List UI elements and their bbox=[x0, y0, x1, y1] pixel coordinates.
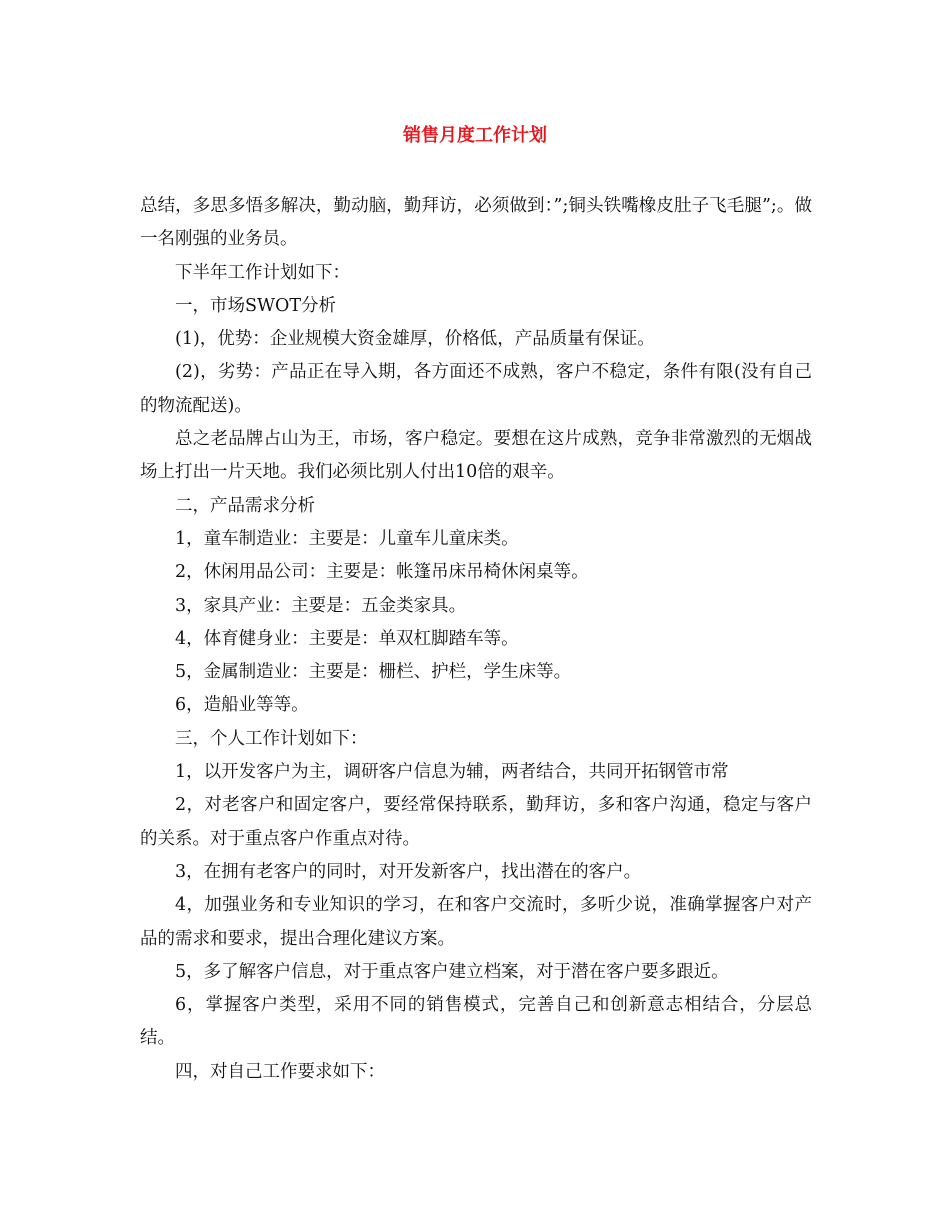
paragraph: 4，体育健身业：主要是：单双杠脚踏车等。 bbox=[175, 628, 519, 649]
paragraph: 6，造船业等等。 bbox=[175, 695, 309, 716]
document-title: 销售月度工作计划 bbox=[403, 125, 547, 146]
paragraph: 4，加强业务和专业知识的学习，在和客户交流时，多听少说，准确掌握客户对产品的需求和要求，提出合理化建议方案。 bbox=[140, 895, 812, 949]
document-body bbox=[140, 190, 812, 1089]
paragraph: (1)，优势：企业规模大资金雄厚，价格低，产品质量有保证。 bbox=[175, 329, 655, 350]
paragraph: 2，对老客户和固定客户，要经常保持联系，勤拜访，多和客户沟通，稳定与客户的关系。对于重点客户作重点对待。 bbox=[140, 795, 812, 849]
paragraph: 3，在拥有老客户的同时，对开发新客户，找出潜在的客户。 bbox=[175, 861, 642, 882]
paragraph: 5，金属制造业：主要是：栅栏、护栏，学生床等。 bbox=[175, 662, 572, 683]
paragraph: 三，个人工作计划如下： bbox=[175, 728, 368, 749]
paragraph: 总结，多思多悟多解决，勤动脑，勤拜访，必须做到：”;铜头铁嘴橡皮肚子飞毛腿”;。做一名刚强的业务员。 bbox=[140, 196, 812, 250]
paragraph: 3，家具产业：主要是：五金类家具。 bbox=[175, 595, 467, 616]
paragraph: 二，产品需求分析 bbox=[175, 495, 315, 516]
paragraph: 5，多了解客户信息，对于重点客户建立档案，对于潜在客户要多跟近。 bbox=[175, 961, 729, 982]
paragraph: 一，市场SWOT分析 bbox=[175, 295, 336, 316]
paragraph: 6，掌握客户类型，采用不同的销售模式，完善自己和创新意志相结合，分层总结。 bbox=[140, 995, 812, 1049]
paragraph: 2，休闲用品公司：主要是：帐篷吊床吊椅休闲桌等。 bbox=[175, 562, 589, 583]
paragraph: (2)，劣势：产品正在导入期，各方面还不成熟，客户不稳定，条件有限(没有自己的物流配送)。 bbox=[140, 362, 812, 416]
paragraph: 1，以开发客户为主，调研客户信息为辅，两者结合，共同开拓钢管市常 bbox=[175, 762, 729, 783]
paragraph: 总之老品牌占山为王，市场，客户稳定。要想在这片成熟，竞争非常激烈的无烟战场上打出一片天地。我们必须比别人付出10倍的艰辛。 bbox=[140, 429, 812, 483]
paragraph: 下半年工作计划如下： bbox=[175, 262, 350, 283]
paragraph: 1，童车制造业：主要是：儿童车儿童床类。 bbox=[175, 528, 519, 549]
paragraph: 四，对自己工作要求如下： bbox=[175, 1061, 385, 1082]
